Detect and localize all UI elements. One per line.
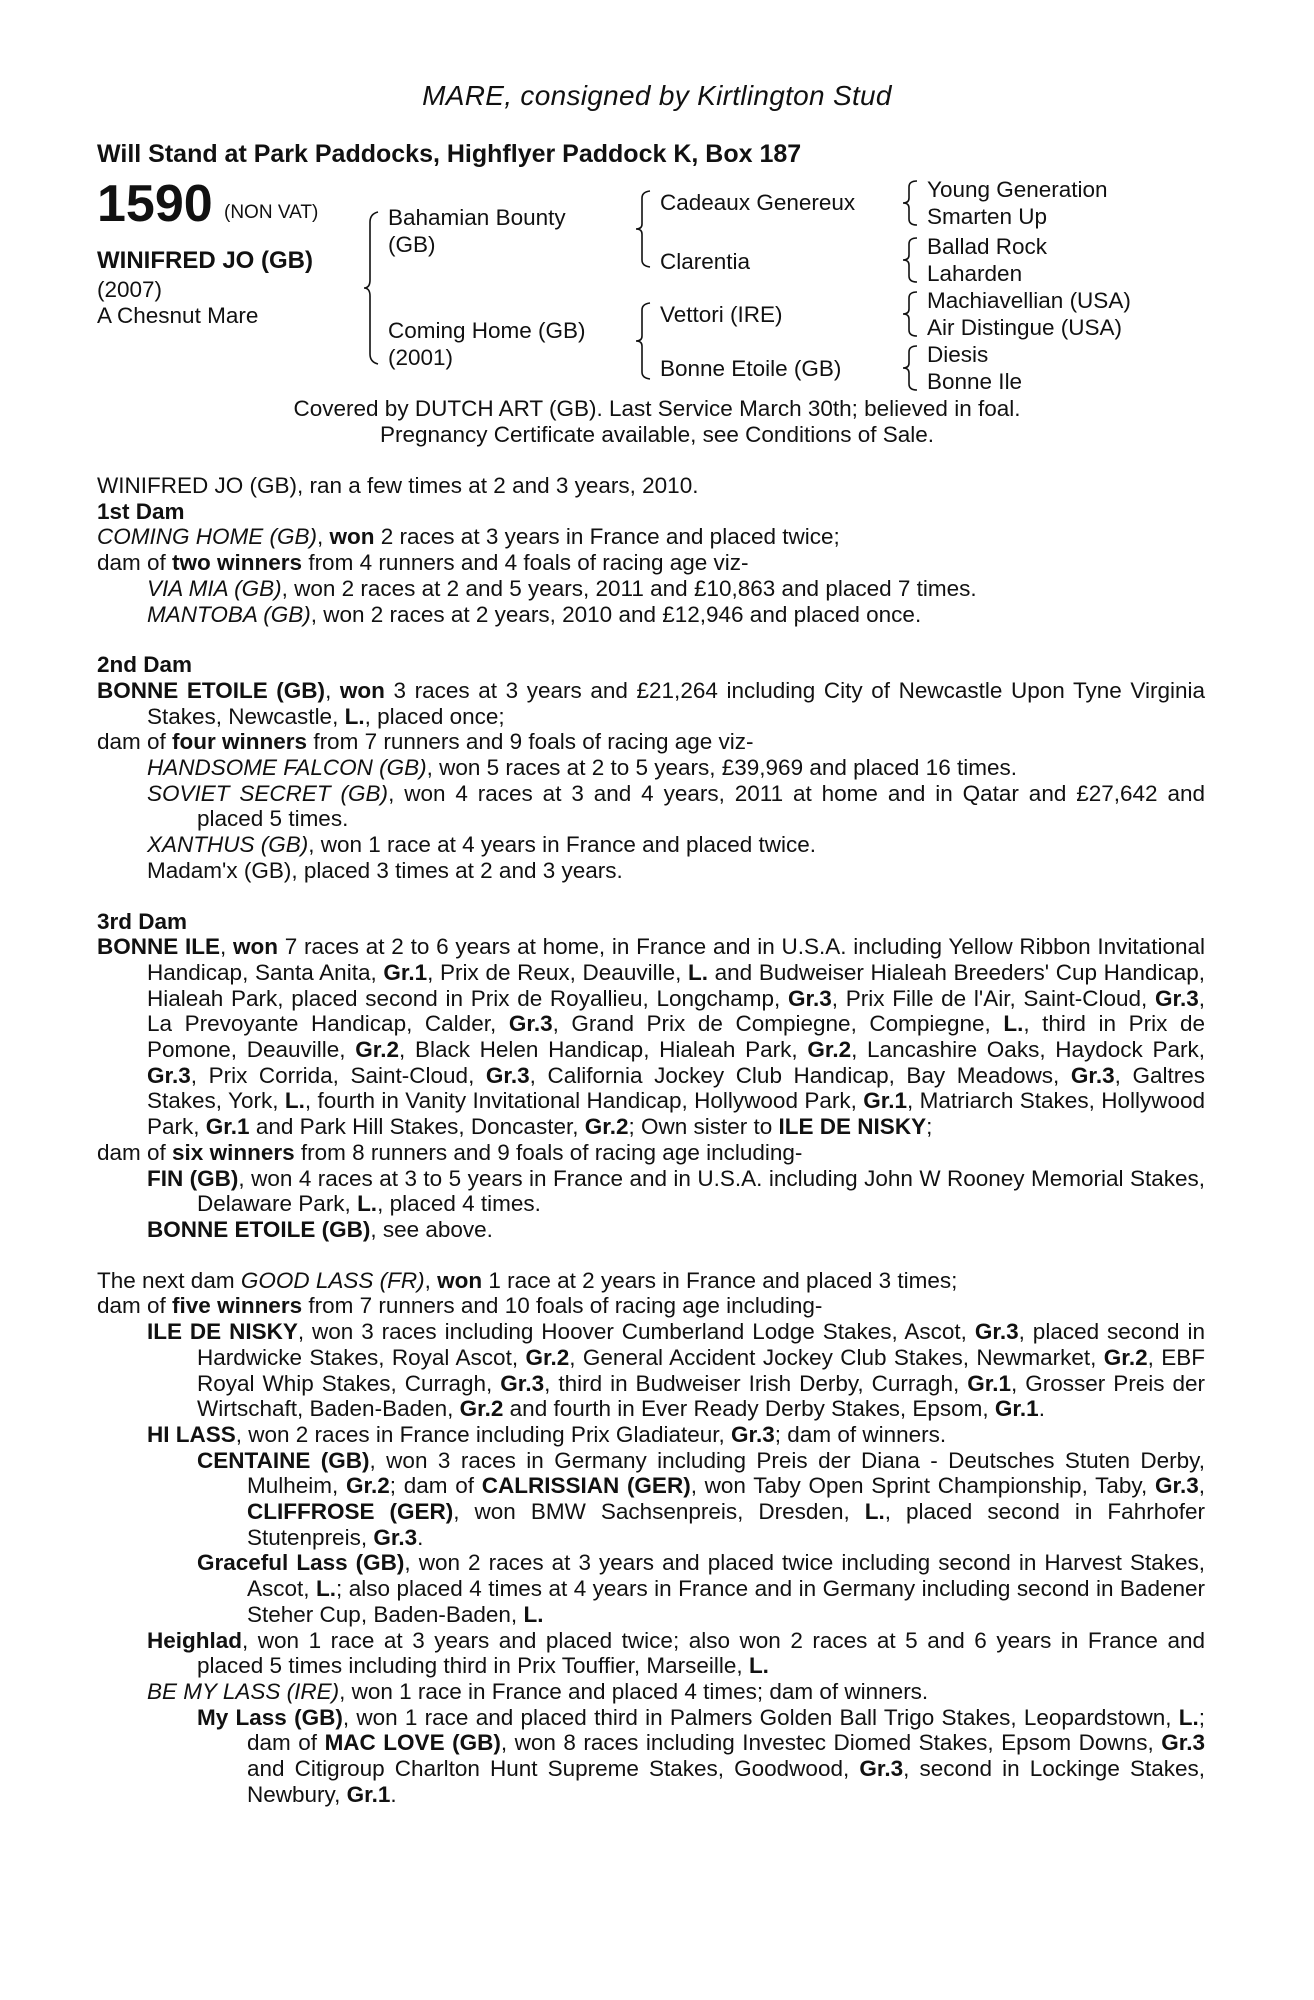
pedigree-dss: Machiavellian (USA) [927,288,1131,313]
pedigree-dam-dam: Bonne Etoile (GB) [660,356,842,381]
consignor-heading: MARE, consigned by Kirtlington Stud [422,80,892,111]
produce-record [97,473,1205,1807]
first-dam-produce: dam of two winners from 4 runners and 4 foals of racing age viz- [97,550,749,576]
pedigree-dds: Diesis [927,342,989,367]
pedigree-brace-1 [901,178,923,228]
produce-handsome-falcon: HANDSOME FALCON (GB), won 5 races at 2 to 5 years, £39,969 and placed 16 times. [147,755,1017,781]
covering-info [0,396,1314,448]
pedigree-sire-sire: Cadeaux Genereux [660,190,856,215]
horse-name: WINIFRED JO (GB) [97,247,313,274]
produce-bonne-etoile: BONNE ETOILE (GB), see above. [147,1216,493,1242]
pedigree-sire-country: (GB) [388,232,436,257]
second-dam-record: BONNE ETOILE (GB), won 3 races at 3 years and £21,264 including City of Newcastle Upon Tyne Virginia Stakes, Newcastle, L., placed once; [97,677,1205,729]
third-dam-produce: dam of six winners from 8 runners and 9 foals of racing age including- [97,1139,803,1165]
pedigree-sire-dam: Clarentia [660,249,751,274]
pedigree-brace-dam [634,300,656,382]
produce-fin: FIN (GB), won 4 races at 3 to 5 years in France and in U.S.A. including John W Rooney Memorial Stakes, Delaware Park, L., placed 4 times. [147,1165,1205,1217]
third-dam-record: BONNE ILE, won 7 races at 2 to 6 years at home, in France and in U.S.A. including Yellow Ribbon Invitational Handicap, Santa Anita, Gr.1, Prix de Reux, Deauville, L. and Budweiser Hialeah Breeders' Cup Handicap, Hialeah Park, placed second in Prix de Royallieu, Longchamp, Gr.3, Prix Fille de l'Air, Saint-Cloud, Gr.3, La Prevoyante Handicap, Calder, Gr.3, Grand Prix de Compiegne, Compiegne, L., third in Prix de Pomone, Deauville, Gr.2, Black Helen Handicap, Hialeah Park, Gr.2, Lancashire Oaks, Haydock Park, Gr.3, Prix Corrida, Saint-Cloud, Gr.3, California Jockey Club Handicap, Bay Meadows, Gr.3, Galtres Stakes, York, L., fourth in Vanity Invitational Handicap, Hollywood Park, Gr.1, Matriarch Stakes, Hollywood Park, Gr.1 and Park Hill Stakes, Doncaster, Gr.2; Own sister to ILE DE NISKY; [97,934,1206,1140]
first-dam-record: COMING HOME (GB), won 2 races at 3 years in France and placed twice; [97,524,840,550]
pedigree-ssd: Smarten Up [927,204,1048,229]
pedigree-sire: Bahamian Bounty [388,205,566,230]
pedigree-brace-sire [634,188,656,270]
lot-intro: WINIFRED JO (GB), ran a few times at 2 and 3 years, 2010. [97,473,699,498]
pedigree-sss: Young Generation [927,177,1108,202]
produce-ile-de-nisky: ILE DE NISKY, won 3 races including Hoover Cumberland Lodge Stakes, Ascot, Gr.3, placed second in Hardwicke Stakes, Royal Ascot, Gr.2, General Accident Jockey Club Stakes, Newmarket, Gr.2, EBF Royal Whip Stakes, Curragh, Gr.3, third in Budweiser Irish Derby, Curragh, Gr.1, Grosser Preis der Wirtschaft, Baden-Baden, Gr.2 and fourth in Ever Ready Derby Stakes, Epsom, Gr.1. [147,1319,1206,1422]
pedigree-brace-4 [901,343,923,393]
horse-description: A Chesnut Mare [97,303,259,328]
pedigree-brace-dam-line [362,208,386,368]
pedigree-dsd: Air Distingue (USA) [927,315,1123,340]
pedigree-brace-3 [901,289,923,339]
covering-line: Covered by DUTCH ART (GB). Last Service March 30th; believed in foal. [293,396,1021,421]
produce-heighlad: Heighlad, won 1 race at 3 years and placed twice; also won 2 races at 5 and 6 years in France and placed 5 times including third in Prix Touffier, Marseille, L. [147,1627,1205,1679]
pedigree-dam: Coming Home (GB) [388,318,586,343]
pedigree-sds: Ballad Rock [927,234,1048,259]
certificate-line: Pregnancy Certificate available, see Conditions of Sale. [379,422,935,447]
second-dam-produce: dam of four winners from 7 runners and 9 foals of racing age viz- [97,729,754,755]
pedigree-dam-year: (2001) [388,345,454,370]
second-dam-heading: 2nd Dam [97,652,193,678]
pedigree-brace-2 [901,235,923,285]
lot-number: 1590 [97,175,213,233]
produce-be-my-lass: BE MY LASS (IRE), won 1 race in France and placed 4 times; dam of winners. [147,1678,929,1704]
produce-hi-lass: HI LASS, won 2 races in France including Prix Gladiateur, Gr.3; dam of winners. [147,1421,947,1447]
pedigree-dam-sire: Vettori (IRE) [660,302,783,327]
produce-madamx: Madam'x (GB), placed 3 times at 2 and 3 years. [147,857,623,883]
produce-soviet-secret: SOVIET SECRET (GB), won 4 races at 3 and 4 years, 2011 at home and in Qatar and £27,642 and placed 5 times. [147,780,1205,832]
first-dam-heading: 1st Dam [97,498,185,524]
pedigree-ddd: Bonne Ile [927,369,1023,394]
stabling-location: Will Stand at Park Paddocks, Highflyer Paddock K, Box 187 [97,140,802,168]
produce-graceful-lass: Graceful Lass (GB), won 2 races at 3 years and placed twice including second in Harvest Stakes, Ascot, L.; also placed 4 times at 4 years in France and in Germany including second in Badener Steher Cup, Baden-Baden, L. [197,1550,1205,1627]
foaling-year: (2007) [97,277,163,302]
vat-status: (NON VAT) [224,202,319,223]
produce-via-mia: VIA MIA (GB), won 2 races at 2 and 5 years, 2011 and £10,863 and placed 7 times. [147,575,977,601]
fourth-dam-produce: dam of five winners from 7 runners and 10 foals of racing age including- [97,1293,823,1319]
produce-xanthus: XANTHUS (GB), won 1 race at 4 years in France and placed twice. [147,832,817,858]
produce-centaine: CENTAINE (GB), won 3 races in Germany including Preis der Diana - Deutsches Stuten Derby, Mulheim, Gr.2; dam of CALRISSIAN (GER), won Taby Open Sprint Championship, Taby, Gr.3, CLIFFROSE (GER), won BMW Sachsenpreis, Dresden, L., placed second in Fahrhofer Stutenpreis, Gr.3. [197,1447,1205,1550]
fourth-dam-record: The next dam GOOD LASS (FR), won 1 race at 2 years in France and placed 3 times; [97,1267,958,1293]
produce-my-lass: My Lass (GB), won 1 race and placed third in Palmers Golden Ball Trigo Stakes, Leopardstown, L.; dam of MAC LOVE (GB), won 8 races including Investec Diomed Stakes, Epsom Downs, Gr.3 and Citigroup Charlton Hunt Supreme Stakes, Goodwood, Gr.3, second in Lockinge Stakes, Newbury, Gr.1. [197,1704,1205,1807]
produce-mantoba: MANTOBA (GB), won 2 races at 2 years, 2010 and £12,946 and placed once. [147,601,922,627]
pedigree-sdd: Laharden [927,261,1023,286]
third-dam-heading: 3rd Dam [97,908,188,934]
